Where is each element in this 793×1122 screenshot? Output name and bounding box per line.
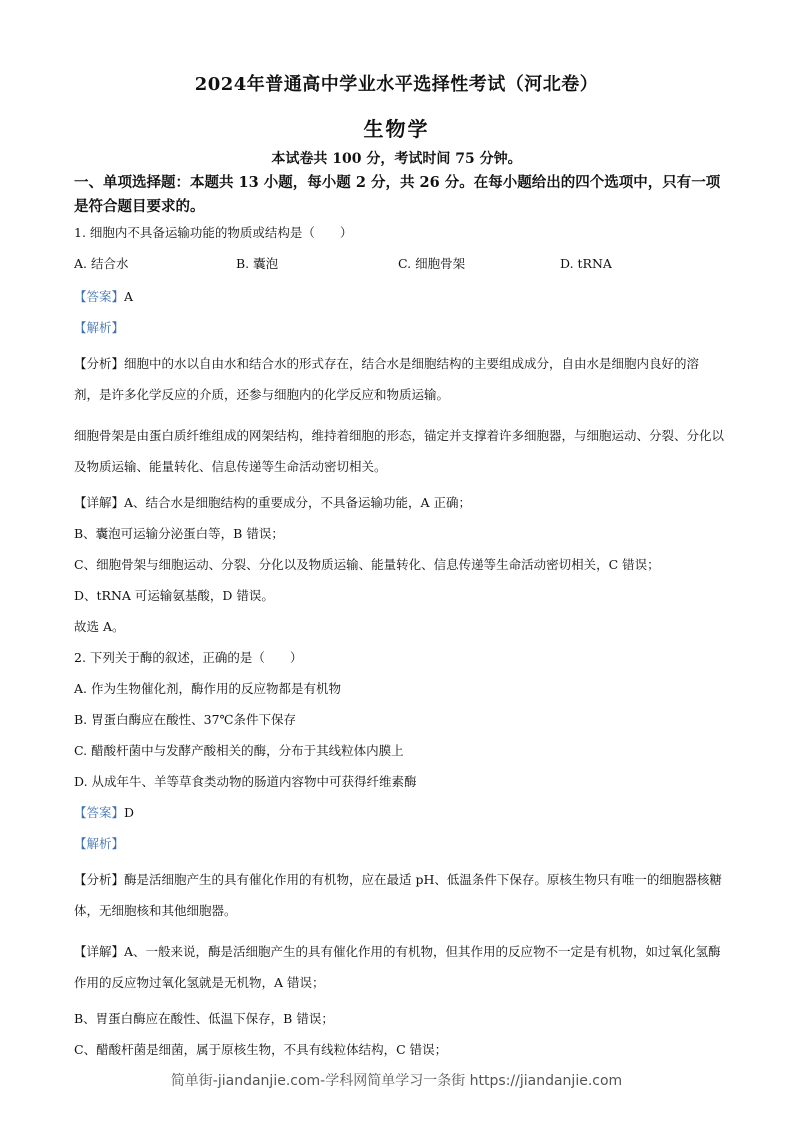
q1-stem: 1. 细胞内不具备运输功能的物质或结构是（ ） — [74, 225, 353, 240]
q1-conclusion: 故选 A。 — [74, 619, 125, 634]
q1-fenxi — [74, 348, 724, 410]
subject-title: 生物学 — [363, 117, 430, 141]
q1-answer — [74, 286, 724, 307]
q2-option-c: C. 醋酸杆菌中与发酵产酸相关的酶，分布于其线粒体内膜上 — [74, 743, 404, 758]
q1-detail-c: C、细胞骨架与细胞运动、分裂、分化以及物质运输、能量转化、信息传递等生命活动密切相关，C 错误； — [74, 557, 660, 572]
q1-fenxi2: 细胞骨架是由蛋白质纤维组成的网架结构，维持着细胞的形态，锚定并支撑着许多细胞器，与细胞运动、分裂、分化以及物质运输、能量转化、信息传递等生命活动密切相关。 — [74, 428, 725, 474]
answer-tag: 【答案】 — [74, 805, 125, 820]
q1-option-c: C. 细胞骨架 — [398, 256, 466, 271]
q2-fenxi — [74, 864, 724, 926]
q1-options — [74, 253, 724, 274]
q2-answer-value: D — [124, 805, 135, 820]
exam-intro: 本试卷共 100 分，考试时间 75 分钟。 — [271, 151, 522, 167]
xiangjie-tag: 【详解】 — [74, 944, 125, 959]
answer-tag: 【答案】 — [74, 289, 125, 304]
q1-option-a: A. 结合水 — [74, 256, 129, 271]
xiangjie-tag: 【详解】 — [74, 495, 125, 510]
q2-stem: 2. 下列关于酶的叙述，正确的是（ ） — [74, 650, 303, 665]
q1-xiangjie — [74, 492, 724, 513]
q2-option-a: A. 作为生物催化剂，酶作用的反应物都是有机物 — [74, 681, 341, 696]
fenxi-tag: 【分析】 — [74, 872, 125, 887]
q1-option-b: B. 囊泡 — [236, 256, 279, 271]
q1-detail-d: D、tRNA 可运输氨基酸，D 错误。 — [74, 588, 274, 603]
q1-option-d: D. tRNA — [560, 256, 612, 271]
q1-analysis-heading — [74, 317, 724, 338]
q2-option-b: B. 胃蛋白酶应在酸性、37℃条件下保存 — [74, 712, 297, 727]
q2-detail-c: C、醋酸杆菌是细菌，属于原核生物，不具有线粒体结构，C 错误； — [74, 1042, 448, 1057]
analysis-tag: 【解析】 — [74, 836, 125, 851]
q1-xiangjie-text: A、结合水是细胞结构的重要成分，不具备运输功能，A 正确； — [124, 495, 472, 510]
q2-answer — [74, 802, 724, 823]
q2-fenxi-text: 酶是活细胞产生的具有催化作用的有机物，应在最适 pH、低温条件下保存。原核生物只有唯一的细胞器核糖体，无细胞核和其他细胞器。 — [74, 872, 722, 918]
q2-detail-b: B、胃蛋白酶应在酸性、低温下保存，B 错误； — [74, 1011, 334, 1026]
fenxi-tag: 【分析】 — [74, 356, 125, 371]
q2-xiangjie — [74, 936, 724, 998]
section-heading: 一、单项选择题：本题共 13 小题，每小题 2 分，共 26 分。在每小题给出的四个选项中，只有一项是符合题目要求的。 — [74, 174, 721, 215]
q2-xiangjie-text: A、一般来说，酶是活细胞产生的具有催化作用的有机物，但其作用的反应物不一定是有机物，如过氧化氢酶作用的反应物过氧化氢就是无机物，A 错误； — [74, 944, 721, 990]
q1-detail-b: B、囊泡可运输分泌蛋白等，B 错误； — [74, 526, 284, 541]
exam-title: 2024年普通高中学业水平选择性考试（河北卷） — [194, 74, 599, 95]
q1-answer-value: A — [124, 289, 134, 304]
q2-analysis-heading — [74, 833, 724, 854]
q1-fenxi-text: 细胞中的水以自由水和结合水的形式存在，结合水是细胞结构的主要组成成分，自由水是细胞内良好的溶剂，是许多化学反应的介质，还参与细胞内的化学反应和物质运输。 — [74, 356, 700, 402]
footer-watermark: 简单街-jiandanjie.com-学科网简单学习一条街 https://jiandanjie.com — [170, 1073, 623, 1089]
q2-option-d: D. 从成年牛、羊等草食类动物的肠道内容物中可获得纤维素酶 — [74, 774, 417, 789]
analysis-tag: 【解析】 — [74, 320, 125, 335]
question-content — [74, 222, 724, 1070]
